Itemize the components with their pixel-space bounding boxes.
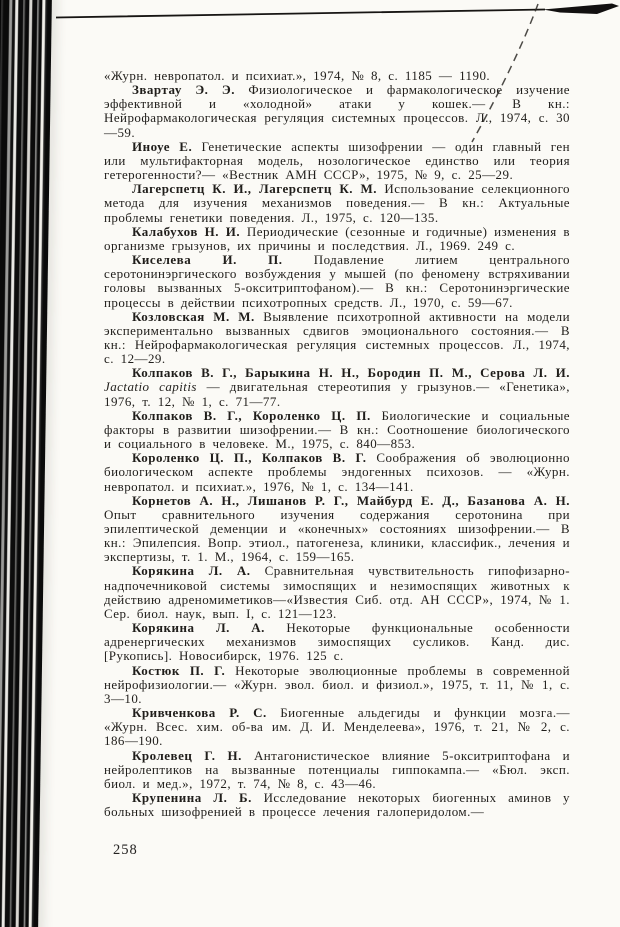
bib-entry xyxy=(104,791,570,819)
entry-text: Выявление психотропной активности на модели экспериментально вызванных сдвигов эмоционального состояния.— В кн.: Нейрофармакологическая регуляция системных процессов. Л., 1974, с. 12—29. xyxy=(104,308,570,367)
bib-entry xyxy=(104,451,570,493)
entry-authors: Лагерспетц К. И., Лагерспетц К. М. xyxy=(132,181,377,197)
entry-authors: Киселева И. П. xyxy=(132,252,283,268)
entry-authors: Корнетов А. Н., Лишанов Р. Г., Майбурд Е. Д., Базанова А. Н. xyxy=(132,492,570,508)
entry-authors: Кролевец Г. Н. xyxy=(132,747,242,763)
entry-text: «Журн. невропатол. и психиат.», 1974, № 8, с. 1185 — 1190. xyxy=(104,68,491,83)
entry-authors: Козловская М. М. xyxy=(132,308,255,324)
entry-text: Периодические (сезонные и годичные) изменения в организме грызунов, их причины и последствия. Л., 1969. 249 с. xyxy=(104,223,571,253)
entry-authors: Корякина Л. А. xyxy=(132,620,265,636)
bib-entry xyxy=(104,182,570,224)
entry-text: Сравнительная чувствительность гипофизарно-надпочечниковой системы зимоспящих и незимоспящих животных к действию адреномиметиков—«Известия Сиб. отд. АН СССР», 1974, № 1. Сер. биол. наук, вып. I, с. 121—123. xyxy=(104,563,570,621)
entry-text: Генетические аспекты шизофрении — один главный ген или мультифакторная модель, нозологическое единство или теория гетерогенности?— «Вестник АМН СССР», 1975, № 9, с. 25—29. xyxy=(104,138,571,183)
entry-authors: Колпаков В. Г., Короленко Ц. П. xyxy=(132,407,371,423)
entry-text: Некоторые функциональные особенности адренергических механизмов зимоспящих сусликов. Канд. дис. [Рукопись]. Новосибирск, 1976. 125 с. xyxy=(104,620,570,664)
bib-entry xyxy=(104,621,570,663)
entry-text: Антагонистическое влияние 5-окситриптофана и нейролептиков на вызванные потенциалы гиппокампа.— «Бюл. эксп. биол. и мед.», 1972, т. 74, № 8, с. 43—46. xyxy=(104,747,571,791)
entry-text: Некоторые эволюционные проблемы в современной нейрофизиологии.— «Журн. эвол. биол. и физиол.», 1975, т. 11, № 1, с. 3—10. xyxy=(104,662,571,706)
entry-authors: Иноуе Е. xyxy=(132,138,193,154)
entry-text: Опыт сравнительного изучения содержания серотонина при эпилептической деменции и «конечных» состояниях шизофрении.— В кн.: Эпилепсия. Вопр. этиол., патогенеза, клиники, классифик., лечения и экспертизы, т. 1. М., 1964, с. 159—165. xyxy=(104,506,570,565)
entry-authors: Звартау Э. Э. xyxy=(132,82,235,98)
entry-text: — двигательная стереотипия у грызунов.— «Генетика», 1976, т. 12, № 1, с. 71—77. xyxy=(104,379,570,409)
entry-text: Физиологическое и фармакологическое изучение эффективной и «холодной» атаки у кошек.— В кн.: Нейрофармакологическая регуляция системных процессов. Л., 1974, с. 30—59. xyxy=(104,82,571,140)
bib-entry xyxy=(104,494,570,565)
entry-text: Биологические и социальные факторы в развитии шизофрении.— В кн.: Соотношение биологического и социального в человеке. М., 1975, с. 840—853. xyxy=(104,407,570,452)
entry-text: Подавление литием центрального серотонинэргического возбуждения у мышей (по феномену встряхивании головы вызванных 5-окситриптофаном).— В кн.: Серотонинэргические процессы в действии психотропных средств. Л., 1970, с. 59—67. xyxy=(104,252,570,310)
book-binding-gutter xyxy=(0,0,52,927)
entry-text: Использование селекционного метода для изучения механизмов поведения.— В кн.: Актуальные проблемы генетики поведения. Л., 1975, с. 120—135. xyxy=(104,181,570,225)
bib-entry xyxy=(104,83,570,140)
bib-entry xyxy=(104,664,570,706)
page-top-edge-line xyxy=(56,10,545,18)
entry-authors: Колпаков В. Г., Барыкина Н. Н., Бородин П. М., Серова Л. И. xyxy=(132,365,570,381)
bibliography-list xyxy=(104,69,570,819)
entry-text: Соображения об эволюционно биологическом аспекте проблемы эндогенных психозов. — «Журн. невропатол. и психиат.», 1976, № 1, с. 134—141. xyxy=(104,450,570,494)
page-number: 258 xyxy=(113,842,138,858)
bib-entry xyxy=(104,564,570,621)
bib-entry xyxy=(104,706,570,748)
bib-entry xyxy=(104,409,570,451)
bib-entry xyxy=(104,69,570,83)
entry-authors: Крупенина Л. Б. xyxy=(132,789,252,805)
top-right-corner-shadow xyxy=(543,4,619,15)
entry-authors: Костюк П. Г. xyxy=(132,662,226,678)
entry-authors: Калабухов Н. И. xyxy=(132,223,241,239)
entry-latin-term: Jactatio capitis xyxy=(104,379,197,395)
bib-entry xyxy=(104,225,570,253)
bib-entry xyxy=(104,310,570,367)
bib-entry xyxy=(104,749,570,791)
entry-authors: Кривченкова Р. С. xyxy=(132,705,267,721)
entry-text: Биогенные альдегиды и функции мозга.— «Журн. Всес. хим. об-ва им. Д. И. Менделеева», 1976, т. 21, № 2, с. 186—190. xyxy=(104,705,570,749)
entry-authors: Корякина Л. А. xyxy=(132,563,251,579)
bib-entry xyxy=(104,253,570,310)
entry-text: Исследование некоторых биогенных аминов у больных шизофренией в процессе лечения галоперидолом.— xyxy=(104,789,571,820)
bib-entry xyxy=(104,366,570,408)
bib-entry xyxy=(104,140,570,182)
entry-authors: Короленко Ц. П., Колпаков В. Г. xyxy=(132,450,367,466)
